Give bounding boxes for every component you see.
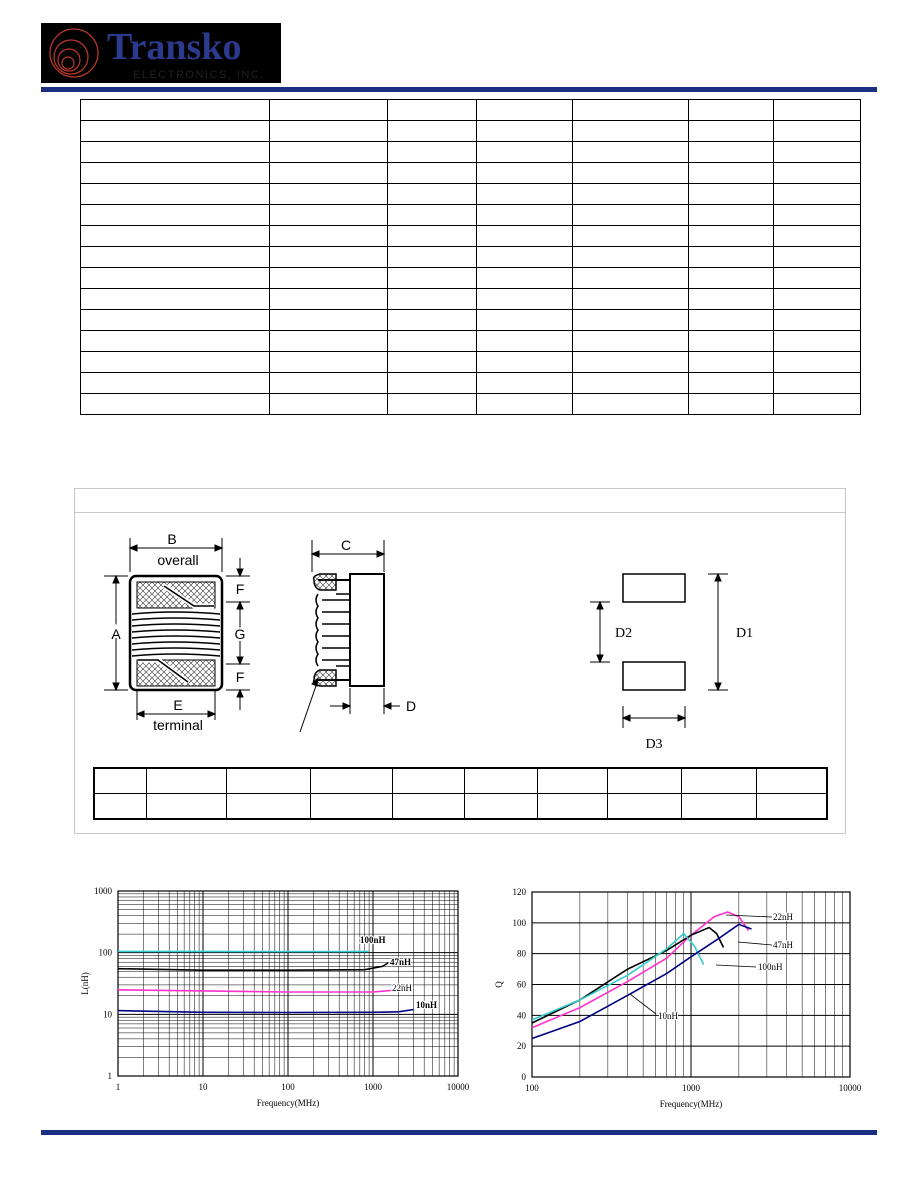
spec-table-cell bbox=[270, 289, 388, 310]
y-tick-label: 80 bbox=[517, 948, 526, 959]
spec-table-cell bbox=[774, 184, 861, 205]
spec-table-cell bbox=[477, 184, 573, 205]
spec-table-cell bbox=[689, 352, 774, 373]
spec-table-cell bbox=[81, 142, 270, 163]
spec-table-cell bbox=[573, 289, 689, 310]
dim-label-terminal: terminal bbox=[153, 717, 203, 733]
series-leader-line bbox=[726, 915, 772, 917]
spec-table-cell bbox=[689, 226, 774, 247]
spec-table-row bbox=[81, 184, 861, 205]
series-label-100nh: 100nH bbox=[360, 935, 386, 945]
spec-table-cell bbox=[270, 268, 388, 289]
series-label-22nh: 22nH bbox=[773, 912, 793, 922]
dimension-table-row bbox=[94, 794, 827, 820]
x-tick-label: 1 bbox=[115, 1082, 121, 1092]
spec-table-cell bbox=[573, 268, 689, 289]
spec-table-cell bbox=[270, 121, 388, 142]
spec-table-row bbox=[81, 121, 861, 142]
spec-table-cell bbox=[477, 310, 573, 331]
spec-table-cell bbox=[774, 268, 861, 289]
spec-table-cell bbox=[573, 226, 689, 247]
spec-table-row bbox=[81, 289, 861, 310]
inductor-side-view bbox=[314, 574, 384, 686]
dimension-table-row bbox=[94, 768, 827, 794]
dim-label-g: G bbox=[234, 626, 246, 642]
y-tick-label: 120 bbox=[512, 887, 526, 897]
spec-table-cell bbox=[270, 184, 388, 205]
spec-table-cell bbox=[689, 163, 774, 184]
series-leader-line bbox=[716, 965, 756, 967]
dimension-table-cell bbox=[310, 794, 392, 820]
spec-table-cell bbox=[270, 352, 388, 373]
x-tick-label: 100 bbox=[525, 1083, 539, 1093]
logo-text: Transko bbox=[107, 26, 242, 68]
spec-table-row bbox=[81, 163, 861, 184]
spec-table-cell bbox=[573, 331, 689, 352]
dim-label-d: D bbox=[406, 698, 417, 714]
series-label-47nh: 47nH bbox=[390, 957, 412, 967]
spec-table-cell bbox=[81, 352, 270, 373]
spec-table-cell bbox=[477, 268, 573, 289]
spec-table-cell bbox=[573, 310, 689, 331]
spec-table-cell bbox=[270, 100, 388, 121]
footer-rule bbox=[41, 1130, 877, 1135]
dimension-table-cell bbox=[226, 768, 310, 794]
spec-table-cell bbox=[774, 142, 861, 163]
spec-table-cell bbox=[477, 373, 573, 394]
spec-table-cell bbox=[477, 331, 573, 352]
spec-table-cell bbox=[388, 268, 477, 289]
dimension-table-cell bbox=[537, 768, 607, 794]
y-axis-label: L(nH) bbox=[80, 972, 90, 995]
spec-table-cell bbox=[774, 352, 861, 373]
y-tick-label: 10 bbox=[103, 1009, 112, 1020]
spec-table-cell bbox=[388, 331, 477, 352]
spec-table-cell bbox=[81, 373, 270, 394]
dimension-table-cell bbox=[464, 768, 537, 794]
dimension-table-cell bbox=[146, 768, 226, 794]
spec-table-cell bbox=[477, 163, 573, 184]
spec-table-cell bbox=[388, 184, 477, 205]
spec-table-cell bbox=[774, 247, 861, 268]
spec-table-cell bbox=[689, 331, 774, 352]
spec-table-cell bbox=[573, 100, 689, 121]
dimension-table-cell bbox=[607, 768, 681, 794]
spec-table-cell bbox=[477, 142, 573, 163]
dimension-table-cell bbox=[146, 794, 226, 820]
company-logo bbox=[41, 23, 281, 83]
y-tick-label: 20 bbox=[517, 1041, 526, 1052]
spec-table-cell bbox=[774, 121, 861, 142]
spec-table-cell bbox=[270, 310, 388, 331]
logo-rings-icon bbox=[50, 29, 98, 77]
y-tick-label: 1000 bbox=[94, 886, 112, 896]
dimension-table bbox=[93, 767, 828, 820]
series-line-10nh bbox=[532, 924, 752, 1038]
spec-table-cell bbox=[689, 205, 774, 226]
dimension-table-cell bbox=[392, 794, 464, 820]
y-tick-label: 40 bbox=[517, 1010, 526, 1021]
spec-table-cell bbox=[689, 394, 774, 415]
spec-table-cell bbox=[774, 205, 861, 226]
spec-table-cell bbox=[270, 163, 388, 184]
spec-table-cell bbox=[388, 310, 477, 331]
spec-table bbox=[80, 99, 861, 415]
spec-table-cell bbox=[81, 289, 270, 310]
spec-table-cell bbox=[477, 100, 573, 121]
dimension-table-cell bbox=[681, 794, 756, 820]
dim-label-a: A bbox=[111, 626, 121, 642]
spec-table-cell bbox=[573, 184, 689, 205]
dimension-table-cell bbox=[94, 768, 146, 794]
spec-table-cell bbox=[573, 373, 689, 394]
series-label-47nh: 47nH bbox=[773, 940, 793, 950]
spec-table-row bbox=[81, 394, 861, 415]
inductance-chart bbox=[60, 880, 480, 1125]
x-tick-label: 10000 bbox=[838, 1083, 862, 1093]
dimension-table-cell bbox=[537, 794, 607, 820]
spec-table-cell bbox=[388, 247, 477, 268]
dim-label-c: C bbox=[340, 537, 352, 553]
spec-table-row bbox=[81, 247, 861, 268]
spec-table-cell bbox=[270, 247, 388, 268]
spec-table-cell bbox=[388, 352, 477, 373]
spec-table-cell bbox=[270, 142, 388, 163]
spec-table-cell bbox=[774, 226, 861, 247]
series-label-10nh: 10nH bbox=[416, 1000, 438, 1010]
spec-table-cell bbox=[477, 226, 573, 247]
dimension-table-cell bbox=[226, 794, 310, 820]
spec-table-cell bbox=[477, 205, 573, 226]
spec-table-cell bbox=[388, 394, 477, 415]
spec-table-cell bbox=[477, 247, 573, 268]
spec-table-cell bbox=[81, 394, 270, 415]
spec-table-cell bbox=[689, 289, 774, 310]
spec-table-cell bbox=[774, 310, 861, 331]
y-tick-label: 60 bbox=[517, 979, 526, 990]
spec-table-cell bbox=[477, 121, 573, 142]
spec-table-cell bbox=[774, 373, 861, 394]
dimension-table-cell bbox=[392, 768, 464, 794]
spec-table-cell bbox=[689, 100, 774, 121]
spec-table-row bbox=[81, 100, 861, 121]
spec-table-cell bbox=[81, 310, 270, 331]
spec-table-cell bbox=[477, 352, 573, 373]
spec-table-cell bbox=[774, 289, 861, 310]
dim-label-b: B bbox=[167, 531, 177, 547]
spec-table-cell bbox=[477, 289, 573, 310]
spec-table-cell bbox=[573, 205, 689, 226]
spec-table-cell bbox=[388, 100, 477, 121]
series-line-22nh bbox=[532, 912, 749, 1028]
dimension-table-cell bbox=[94, 794, 146, 820]
y-tick-label: 1 bbox=[107, 1071, 112, 1081]
logo-tagline: ELECTRONICS, INC. bbox=[133, 69, 265, 81]
spec-table-cell bbox=[689, 268, 774, 289]
spec-table-cell bbox=[774, 331, 861, 352]
x-axis-label: Frequency(MHz) bbox=[659, 1099, 723, 1109]
spec-table-row bbox=[81, 310, 861, 331]
spec-table-cell bbox=[573, 142, 689, 163]
spec-table-cell bbox=[81, 331, 270, 352]
dimension-table-cell bbox=[756, 768, 827, 794]
dim-label-f-top: F bbox=[235, 581, 245, 597]
series-label-22nh: 22nH bbox=[392, 983, 412, 993]
spec-table-cell bbox=[388, 289, 477, 310]
spec-table-cell bbox=[689, 142, 774, 163]
spec-table-cell bbox=[689, 184, 774, 205]
dim-label-d3: D3 bbox=[645, 737, 663, 752]
spec-table-cell bbox=[689, 121, 774, 142]
spec-table-cell bbox=[81, 247, 270, 268]
spec-table-cell bbox=[388, 163, 477, 184]
spec-table-cell bbox=[573, 394, 689, 415]
spec-table-cell bbox=[477, 394, 573, 415]
dim-label-overall: overall bbox=[157, 552, 199, 568]
spec-table-cell bbox=[270, 205, 388, 226]
dimension-table-cell bbox=[464, 794, 537, 820]
inductor-top-view bbox=[130, 576, 222, 690]
series-label-10nh: 10nH bbox=[658, 1011, 678, 1021]
spec-table-row bbox=[81, 205, 861, 226]
dim-label-f-bottom: F bbox=[235, 669, 245, 685]
spec-table-row bbox=[81, 373, 861, 394]
q-factor-chart bbox=[490, 880, 880, 1125]
spec-table-cell bbox=[689, 247, 774, 268]
spec-table-cell bbox=[81, 184, 270, 205]
y-tick-label: 0 bbox=[521, 1072, 526, 1082]
x-tick-label: 10 bbox=[198, 1082, 208, 1092]
spec-table-cell bbox=[270, 226, 388, 247]
spec-table-cell bbox=[774, 394, 861, 415]
series-label-100nh: 100nH bbox=[758, 962, 783, 972]
spec-table-cell bbox=[81, 205, 270, 226]
spec-table-cell bbox=[689, 310, 774, 331]
dim-label-d2: D2 bbox=[615, 626, 633, 641]
spec-table-row bbox=[81, 352, 861, 373]
x-tick-label: 100 bbox=[281, 1082, 295, 1092]
dimension-table-cell bbox=[310, 768, 392, 794]
dimension-drawing bbox=[74, 510, 846, 760]
spec-table-cell bbox=[573, 247, 689, 268]
spec-table-cell bbox=[270, 373, 388, 394]
spec-table-cell bbox=[388, 121, 477, 142]
spec-table-cell bbox=[81, 100, 270, 121]
spec-table-cell bbox=[388, 226, 477, 247]
dimension-table-cell bbox=[607, 794, 681, 820]
spec-table-cell bbox=[573, 352, 689, 373]
spec-table-row bbox=[81, 331, 861, 352]
dim-label-e: E bbox=[173, 697, 183, 713]
spec-table-cell bbox=[81, 121, 270, 142]
spec-table-cell bbox=[81, 268, 270, 289]
spec-table-cell bbox=[774, 163, 861, 184]
x-axis-label: Frequency(MHz) bbox=[256, 1098, 320, 1108]
spec-table-cell bbox=[774, 100, 861, 121]
spec-table-cell bbox=[81, 226, 270, 247]
dimension-table-cell bbox=[756, 794, 827, 820]
x-tick-label: 10000 bbox=[446, 1082, 470, 1092]
pad-layout bbox=[590, 574, 753, 752]
x-tick-label: 1000 bbox=[682, 1083, 700, 1093]
header-rule bbox=[41, 87, 877, 92]
y-tick-label: 100 bbox=[512, 917, 526, 928]
spec-table-cell bbox=[270, 331, 388, 352]
spec-table-cell bbox=[388, 373, 477, 394]
spec-table-cell bbox=[270, 394, 388, 415]
y-axis-label: Q bbox=[494, 981, 504, 988]
spec-table-cell bbox=[689, 373, 774, 394]
y-tick-label: 100 bbox=[98, 947, 112, 958]
spec-table-cell bbox=[573, 121, 689, 142]
spec-table-row bbox=[81, 268, 861, 289]
spec-table-cell bbox=[388, 142, 477, 163]
dimension-table-cell bbox=[681, 768, 756, 794]
spec-table-cell bbox=[81, 163, 270, 184]
spec-table-row bbox=[81, 226, 861, 247]
x-tick-label: 1000 bbox=[364, 1082, 382, 1092]
spec-table-cell bbox=[573, 163, 689, 184]
spec-table-row bbox=[81, 142, 861, 163]
dim-label-d1: D1 bbox=[736, 626, 754, 641]
spec-table-cell bbox=[388, 205, 477, 226]
